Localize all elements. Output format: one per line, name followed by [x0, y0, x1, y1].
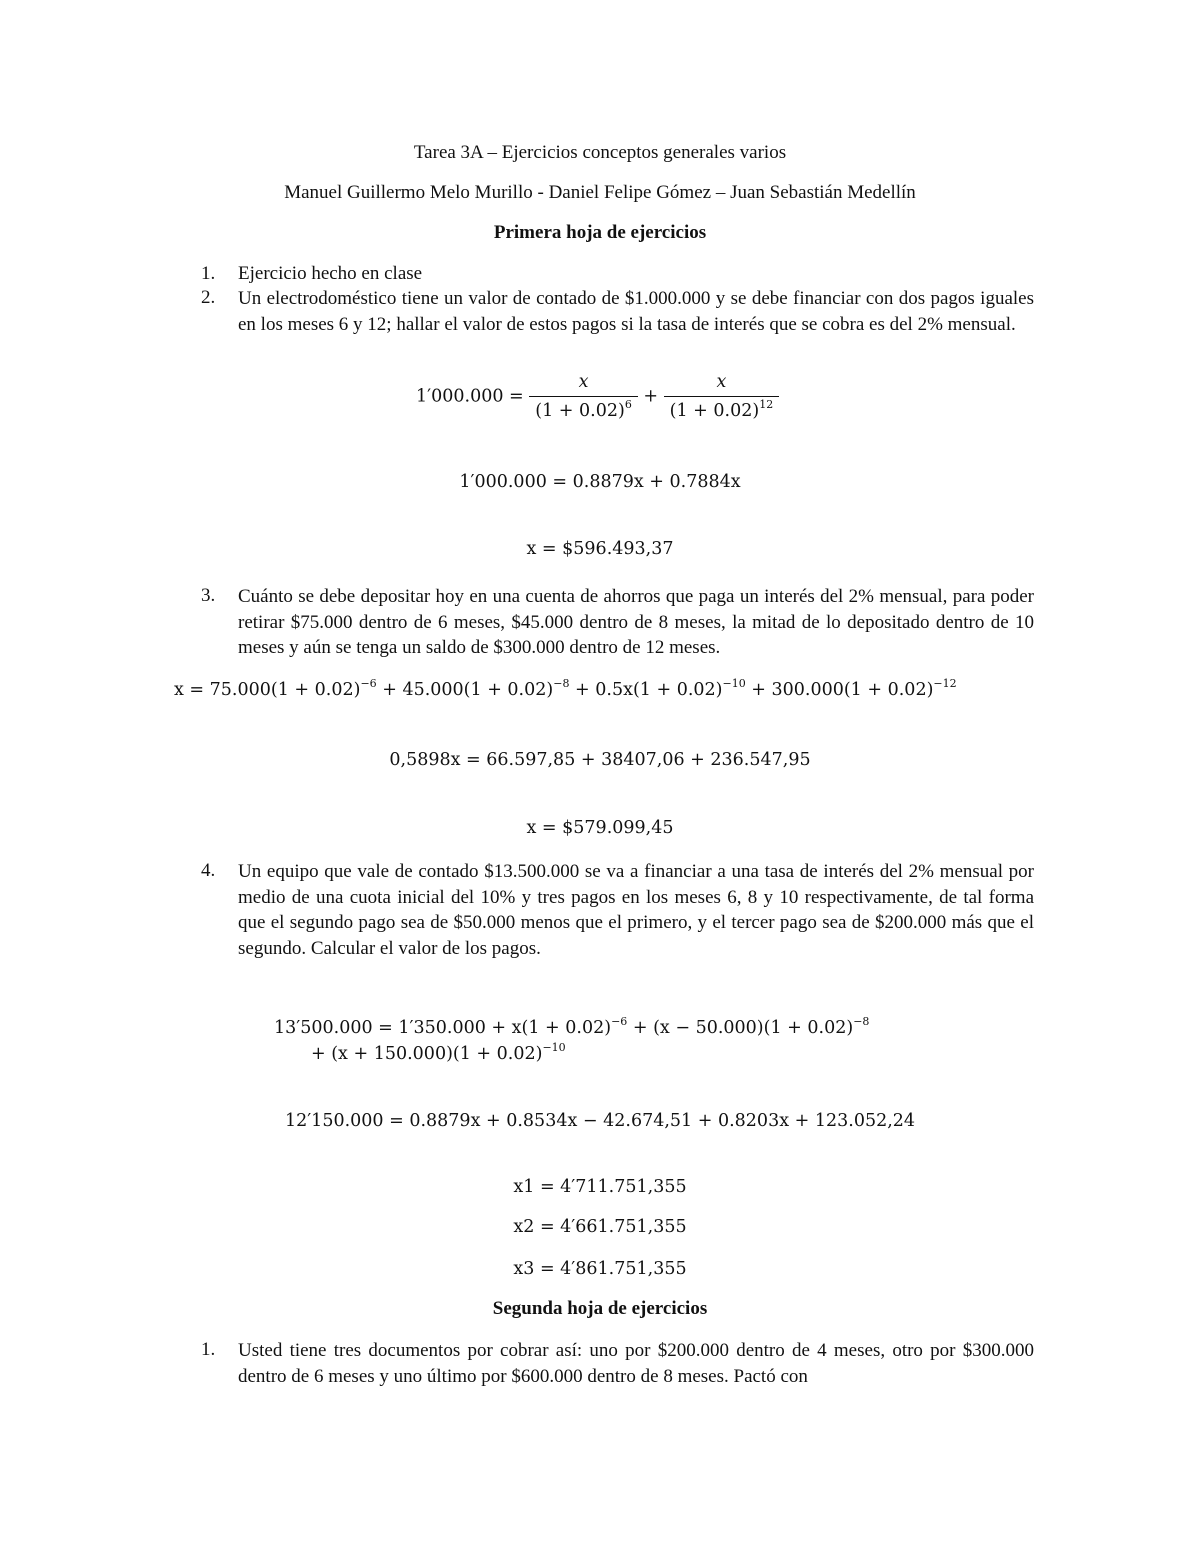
- equation-line: 0,5898x = 66.597,85 + 38407,06 + 236.547,95: [389, 750, 811, 770]
- equation-result: x2 = 4′661.751,355: [513, 1217, 687, 1237]
- denominator-exponent: 6: [624, 398, 632, 411]
- fraction-denominator: [529, 397, 638, 423]
- equation-result: x3 = 4′861.751,355: [513, 1259, 687, 1279]
- term: + 300.000(1 + 0.02): [745, 680, 934, 700]
- plus-sign: +: [643, 386, 659, 407]
- equation-result: x = $596.493,37: [526, 539, 674, 559]
- term: + (x + 150.000)(1 + 0.02): [311, 1044, 543, 1064]
- equation-lhs: 1′000.000 =: [416, 386, 524, 407]
- equation-result: x = $579.099,45: [526, 818, 674, 838]
- term: + 45.000(1 + 0.02): [376, 680, 554, 700]
- fraction-denominator: [664, 397, 780, 423]
- term: 13′500.000 = 1′350.000 + x(1 + 0.02): [274, 1018, 612, 1038]
- exponent: −8: [553, 677, 570, 690]
- item-number: 1.: [201, 1339, 216, 1360]
- equation-line: [311, 1042, 566, 1066]
- exponent: −12: [933, 677, 957, 690]
- fraction-numerator: x: [529, 370, 638, 397]
- exponent: −6: [611, 1015, 628, 1028]
- fraction-numerator: x: [664, 370, 780, 397]
- item-text: Ejercicio hecho en clase: [238, 263, 423, 284]
- equation-line: [274, 1016, 869, 1040]
- term: + (x − 50.000)(1 + 0.02): [627, 1018, 854, 1038]
- denominator-base: (1 + 0.02): [669, 401, 760, 421]
- section2-heading: Segunda hoja de ejercicios: [492, 1298, 708, 1319]
- equation-fraction: [416, 370, 779, 423]
- item-text: Cuánto se debe depositar hoy en una cuenta de ahorros que paga un interés del 2% mensual, para poder retirar $75.000 dentro de 6 meses, $45.000 dentro de 8 meses, la mitad de lo depositado dentro de 10 meses y aún se tenga un saldo de $300.000 dentro de 12 meses.: [238, 586, 1034, 658]
- fraction: [664, 370, 780, 423]
- item-text: Un equipo que vale de contado $13.500.000 se va a financiar a una tasa de interés del 2% mensual por medio de una cuota inicial del 10% y tres pagos en los meses 6, 8 y 10 respectivamente, de tal forma que el segundo pago sea de $50.000 menos que el primero, y el tercer pago sea de $200.000 más que el segundo. Calcular el valor de los pagos.: [238, 861, 1034, 959]
- exponent: −8: [853, 1015, 870, 1028]
- equation-line: 1′000.000 = 0.8879x + 0.7884x: [459, 472, 741, 492]
- term: + 0.5x(1 + 0.02): [569, 680, 723, 700]
- item-number: 2.: [201, 287, 216, 308]
- term: x = 75.000(1 + 0.02): [174, 680, 361, 700]
- exponent: −10: [542, 1041, 566, 1054]
- equation-line: 12′150.000 = 0.8879x + 0.8534x − 42.674,51 + 0.8203x + 123.052,24: [284, 1111, 916, 1131]
- document-title: Tarea 3A – Ejercicios conceptos generales varios: [413, 142, 787, 163]
- denominator-base: (1 + 0.02): [535, 401, 625, 421]
- item-number: 1.: [201, 263, 216, 284]
- section1-heading: Primera hoja de ejercicios: [493, 222, 707, 243]
- equation-result: x1 = 4′711.751,355: [513, 1177, 687, 1197]
- document-authors: Manuel Guillermo Melo Murillo - Daniel Felipe Gómez – Juan Sebastián Medellín: [284, 182, 916, 203]
- exponent: −10: [722, 677, 746, 690]
- equation-line: [174, 678, 957, 702]
- item-text: Usted tiene tres documentos por cobrar así: uno por $200.000 dentro de 4 meses, otro por $300.000 dentro de 6 meses y uno último por $600.000 dentro de 8 meses. Pactó con: [238, 1340, 1034, 1387]
- fraction: [529, 370, 638, 423]
- item-number: 3.: [201, 585, 216, 606]
- item-text: Un electrodoméstico tiene un valor de contado de $1.000.000 y se debe financiar con dos pagos iguales en los meses 6 y 12; hallar el valor de estos pagos si la tasa de interés que se cobra es del 2% mensual.: [238, 288, 1034, 335]
- exponent: −6: [360, 677, 377, 690]
- item-number: 4.: [201, 860, 216, 881]
- denominator-exponent: 12: [759, 398, 774, 411]
